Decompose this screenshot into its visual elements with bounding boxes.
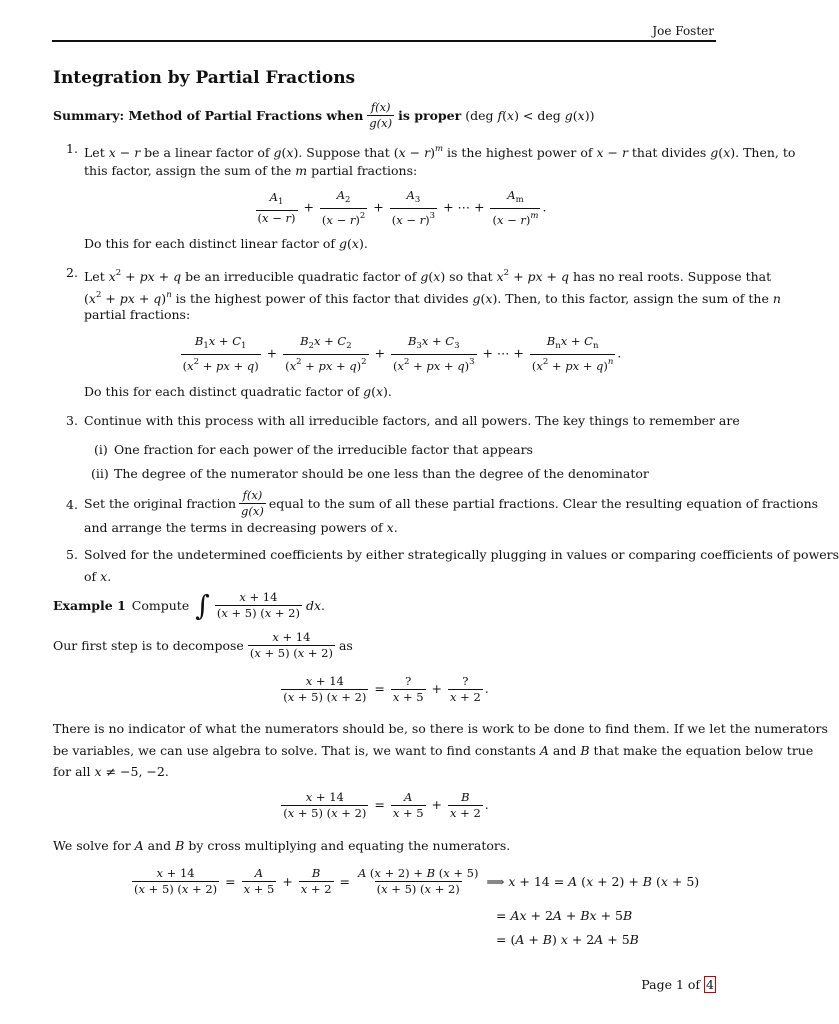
first-step-text: Our first step is to decompose — [53, 637, 244, 653]
item-1-line2: this factor, assign the sum of the m partial fractions: — [84, 163, 418, 178]
item-4-line1a: Set the original fraction — [84, 495, 237, 511]
item-2-after: Do this for each distinct quadratic factor of g(x). — [84, 384, 392, 399]
paragraph-2: We solve for A and B by cross multiplying and equating the numerators. — [53, 838, 511, 853]
item-4-line1b: equal to the sum of all these partial fractions. Clear the resulting equation of fractions — [268, 495, 819, 511]
item-1-line1: Let x − r be a linear factor of g(x). Suppose that $(x - r)^m$ is the highest power of x − r that divides g(x). Then, to — [84, 144, 796, 160]
page-label: Page 1 of — [641, 977, 701, 992]
header-rule — [52, 40, 716, 42]
header-author: Joe Foster — [652, 24, 714, 38]
item-1-equation: $\frac{A_1}{(x - r)}$ + $\frac{A_2}{(x - r)^2}$ + $\frac{A_3}{(x - r)^3}$ + ⋯ + $\frac{A_m}{(x - r)^m}$ . — [257, 188, 547, 227]
decompose-equation: $\frac{x + 14}{(x + 5) (x + 2)}$ = $\frac{?}{x + 5}$ + $\frac{?}{x + 2}$ . — [283, 674, 489, 704]
item-5-line2: of x. — [84, 569, 112, 584]
example-label: Example 1 — [53, 597, 126, 613]
item-3-num: 3. — [66, 413, 78, 428]
summary-bold: Summary: Method of Partial Fractions when — [53, 107, 364, 123]
paragraph-1-line1: There is no indicator of what the numerators should be, so there is work to be done to find them. If we let the numerators — [53, 721, 828, 736]
item-4-num: 4. — [66, 497, 78, 512]
subitem-i-text: One fraction for each power of the irreducible factor that appears — [114, 442, 533, 457]
item-1-after: Do this for each distinct linear factor of g(x). — [84, 236, 368, 251]
summary-proper: is proper — [398, 107, 462, 123]
subitem-ii-num: (ii) — [91, 466, 109, 481]
page-title: Integration by Partial Fractions — [53, 68, 356, 88]
item-2-line3: partial fractions: — [84, 307, 191, 322]
ab-equation: $\frac{x + 14}{(x + 5) (x + 2)}$ = $\frac{A}{x + 5}$ + $\frac{B}{x + 2}$ . — [283, 790, 489, 820]
item-3-line1: Continue with this process with all irreducible factors, and all powers. The key things to remember are — [84, 413, 740, 428]
summary-heading — [53, 100, 594, 131]
item-2-num: 2. — [66, 265, 78, 280]
summary-fraction: $\frac{f(x)}{g(x)}$ — [369, 100, 393, 130]
item-1-num: 1. — [66, 141, 78, 156]
example-compute: Compute — [131, 597, 190, 613]
item-5-line1: Solved for the undetermined coefficients by either strategically plugging in values or comparing coefficients of powers — [84, 547, 839, 562]
item-2-line1: Let $x^2$ + px + q be an irreducible quadratic factor of g(x) so that $x^2$ + px + q has no real roots. Suppose that — [84, 268, 772, 284]
item-4-line2: and arrange the terms in decreasing powers of x. — [84, 520, 398, 535]
subitem-i-num: (i) — [94, 442, 108, 457]
first-step: Our first step is to decompose $\frac{x + 14}{(x + 5) (x + 2)}$ as — [53, 630, 353, 660]
cross-multiply-equation: $\frac{x + 14}{(x + 5) (x + 2)}$ = $\frac{A}{x + 5}$ + $\frac{B}{x + 2}$ = $\frac{A (x + 2) + B (x + 5)}{(x + 5) (x + 2)}$ ⟹ x + 14 = A (x + 2) + B (x + 5) — [134, 866, 700, 896]
item-2-line2: ($x^2$ + px + q)$^n$ is the highest power of this factor that divides g(x). Then, to this factor, assign the sum of the n — [84, 290, 781, 306]
summary-condition: (deg f(x) < deg g(x)) — [465, 107, 595, 123]
subitem-ii-text: The degree of the numerator should be one less than the degree of the denominator — [114, 466, 649, 481]
expansion-line-2: = (A + B) x + 2A + 5B — [496, 932, 639, 947]
paragraph-1-line2: be variables, we can use algebra to solve. That is, we want to find constants A and B that make the equation below true — [53, 743, 814, 758]
page-number — [641, 974, 716, 996]
item-2-equation: $\frac{B_1x + C_1}{(x^2 + px + q)}$ + $\frac{B_2x + C_2}{(x^2 + px + q)^2}$ + $\frac{B_3x + C_3}{(x^2 + px + q)^3}$ + ⋯ + $\frac{B_nx + C_n}{(x^2 + px + q)^n}$ . — [182, 334, 622, 373]
expansion-line-1: = Ax + 2A + Bx + 5B — [496, 908, 633, 923]
page-total-link[interactable]: 4 — [706, 977, 714, 992]
item-5-num: 5. — [66, 547, 78, 562]
paragraph-1-line3: for all x ≠ −5, −2. — [53, 764, 169, 779]
item-4-line1: Set the original fraction $\frac{f(x)}{g(x)}$ equal to the sum of all these partial fractions. Clear the resulting equation of fractions — [84, 488, 819, 518]
first-step-as: as — [338, 637, 353, 653]
example-1-statement: Example 1 Compute ∫ $\frac{x + 14}{(x + 5) (x + 2)}$ dx. — [53, 588, 326, 622]
